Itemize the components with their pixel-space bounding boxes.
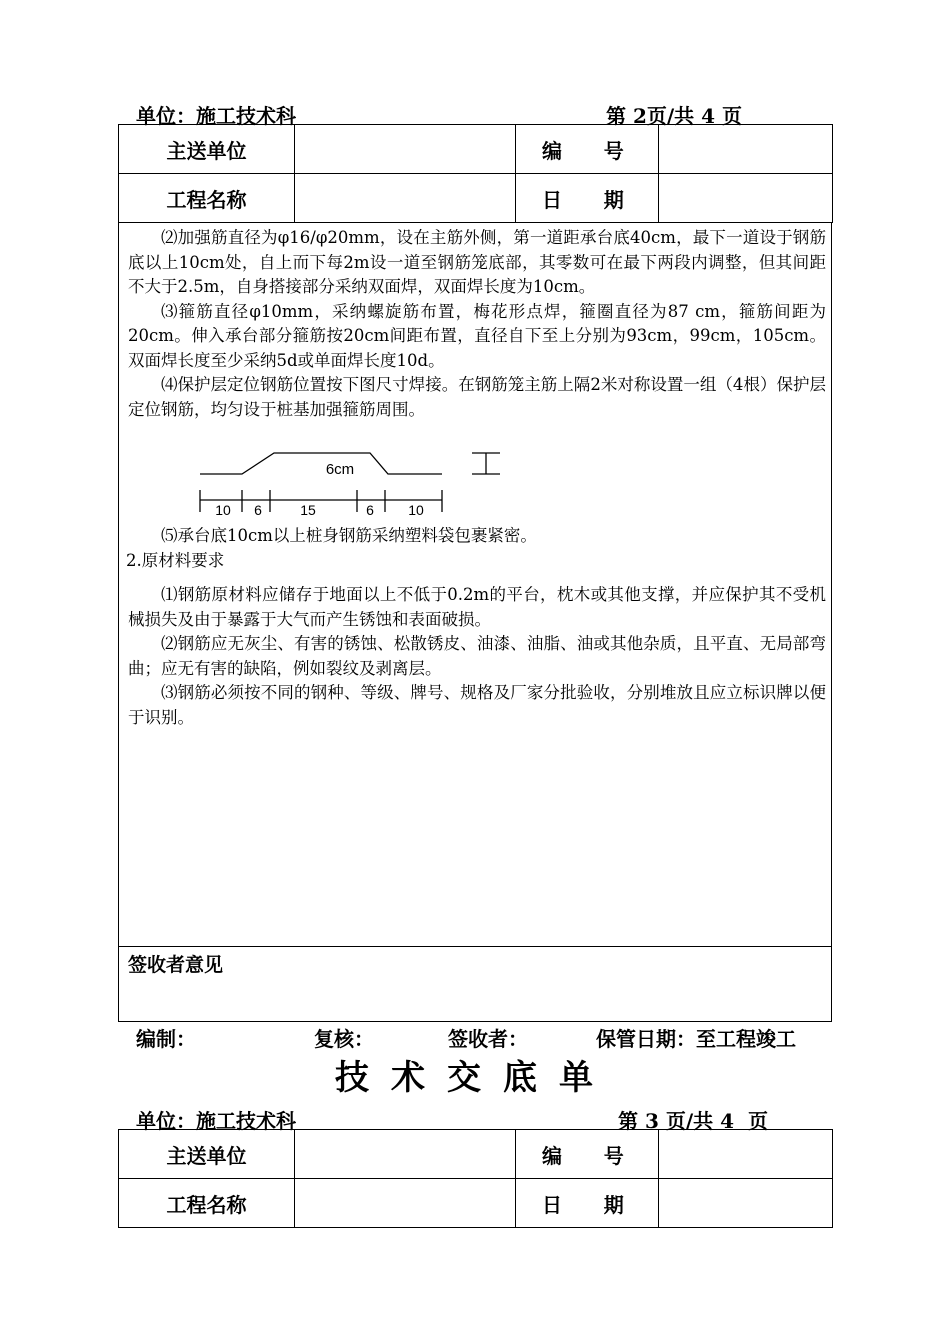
sender-label: 主送单位 xyxy=(119,125,295,174)
header-table xyxy=(118,124,833,223)
project-value[interactable] xyxy=(295,1179,516,1228)
content-text-2 xyxy=(128,524,826,730)
date-value[interactable] xyxy=(659,174,833,223)
content-text xyxy=(128,226,826,422)
project-value[interactable] xyxy=(295,174,516,223)
para-cover-layer: ⑷保护层定位钢筋位置按下图尺寸焊接。在钢筋笼主筋上隔2米对称设置一组（4根）保护层定位钢筋，均匀设于桩基加强箍筋周围。 xyxy=(128,375,826,419)
sender-label: 主送单位 xyxy=(119,1130,295,1179)
header-table-2 xyxy=(118,1129,833,1228)
dim-label: 10 xyxy=(215,502,231,518)
para-storage: ⑴钢筋原材料应储存于地面以上不低于0.2m的平台，枕木或其他支撑，并应保护其不受机械损失及由于暴露于大气而产生锈蚀和表面破损。 xyxy=(128,585,826,629)
compiled-label: 编制： xyxy=(136,1027,196,1051)
dim-label: 6 xyxy=(366,502,374,518)
project-label: 工程名称 xyxy=(119,174,295,223)
page-number-2: 第 3 页/共 4 页 xyxy=(618,1109,768,1133)
number-label: 编 号 xyxy=(516,1130,659,1179)
sign-box xyxy=(118,946,832,1022)
keep-date-label: 保管日期：至工程竣工 xyxy=(596,1027,796,1051)
dim-label: 10 xyxy=(408,502,424,518)
number-label: 编 号 xyxy=(516,125,659,174)
project-label: 工程名称 xyxy=(119,1179,295,1228)
reviewed-label: 复核： xyxy=(314,1027,374,1051)
sender-value[interactable] xyxy=(295,125,516,174)
number-value[interactable] xyxy=(659,1130,833,1179)
sign-opinion-label: 签收者意见 xyxy=(128,954,224,976)
date-label: 日 期 xyxy=(516,1179,659,1228)
date-label: 日 期 xyxy=(516,174,659,223)
para-clean: ⑵钢筋应无灰尘、有害的锈蚀、松散锈皮、油漆、油脂、油或其他杂质，且平直、无局部弯曲；应无有害的缺陷，例如裂纹及剥离层。 xyxy=(128,634,826,678)
receiver-label: 签收者： xyxy=(448,1027,528,1051)
para-wrap: ⑸承台底10cm以上桩身钢筋采纳塑料袋包裹紧密。 xyxy=(161,526,537,545)
unit-label: 单位：施工技术科 xyxy=(136,104,296,128)
doc-title: 技术交底单 xyxy=(335,1058,615,1098)
sender-value[interactable] xyxy=(295,1130,516,1179)
number-value[interactable] xyxy=(659,125,833,174)
para-reinforcement: ⑵加强筋直径为φ16/φ20mm，设在主筋外侧，第一道距承台底40cm，最下一道设于钢筋底以上10cm处，自上而下每2m设一道至钢筋笼底部，其零数可在最下两段内调整，但其间距不大于2.5m，自身搭接部分采纳双面焊，双面焊长度为10cm。 xyxy=(128,228,826,296)
cover-bar-diagram xyxy=(190,448,510,522)
para-stirrup: ⑶箍筋直径φ10mm，采纳螺旋筋布置，梅花形点焊，箍圈直径为87 cm，箍筋间距为20cm。伸入承台部分箍筋按20cm间距布置，直径自下至上分别为93cm，99cm，105cm。双面焊长度至少采纳5d或单面焊长度10d。 xyxy=(128,301,826,370)
section-heading: 2.原材料要求 xyxy=(126,550,225,570)
height-label: 6cm xyxy=(325,461,355,478)
date-value[interactable] xyxy=(659,1179,833,1228)
dim-label: 6 xyxy=(254,502,262,518)
para-acceptance: ⑶钢筋必须按不同的钢种、等级、牌号、规格及厂家分批验收，分别堆放且应立标识牌以便于识别。 xyxy=(128,683,826,727)
unit-label-2: 单位：施工技术科 xyxy=(136,1109,296,1133)
page-number: 第 2页/共 4 页 xyxy=(606,104,743,128)
bent-bar-shape xyxy=(200,453,442,474)
dim-label: 15 xyxy=(300,502,316,518)
